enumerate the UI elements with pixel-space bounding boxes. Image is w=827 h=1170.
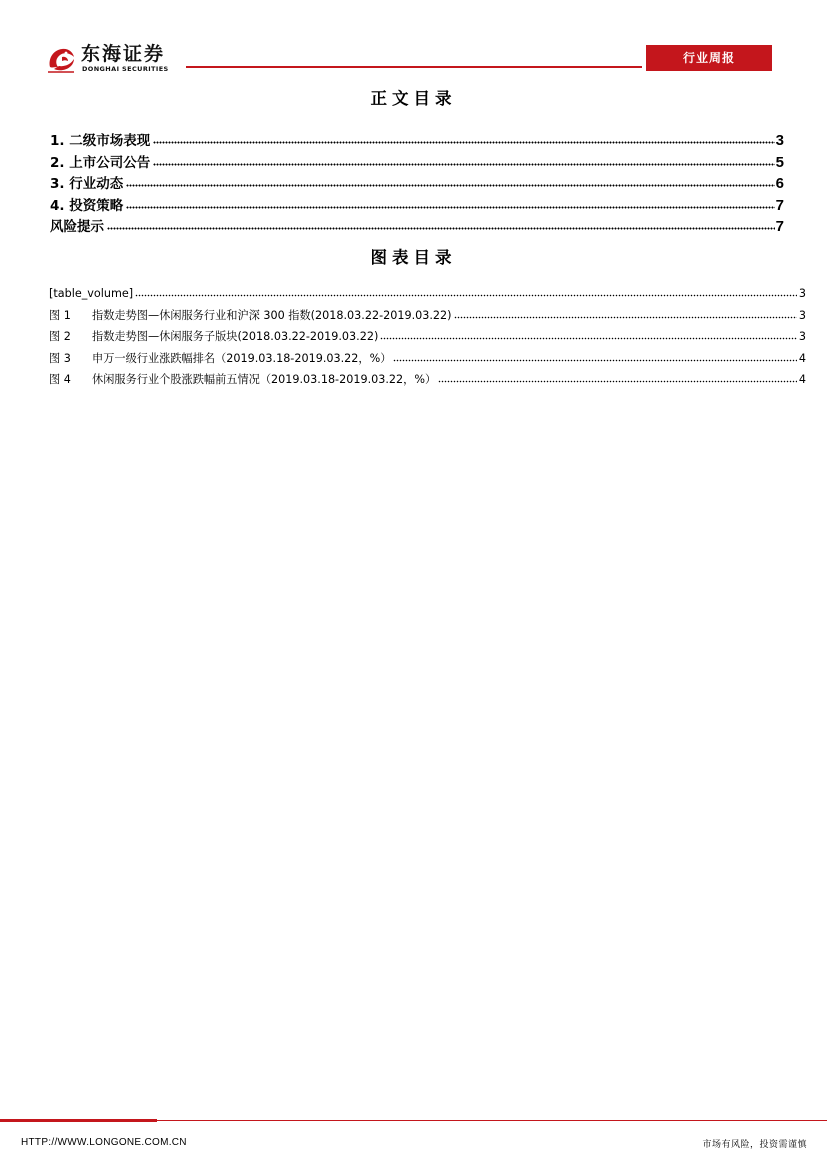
figure-entry-page: 3 [798,330,806,343]
toc-entry-page: 7 [775,218,784,235]
toc-entry-page: 5 [775,153,784,171]
dot-leader [126,174,774,188]
toc-entry[interactable] [50,195,784,217]
dot-leader [380,328,797,340]
figure-entry[interactable] [49,326,806,348]
toc-entry-label: 3. 行业动态 [50,176,124,192]
figure-number: 图 4 [49,373,71,386]
footer-accent-rule [0,1119,157,1122]
toc-entry-page: 6 [775,175,784,192]
figure-caption: [table_volume] [49,287,134,300]
figure-entry-page: 3 [798,308,806,322]
dot-leader [153,131,774,145]
footer-risk-note: 市场有风险，投资需谨慎 [702,1140,807,1150]
toc-list [50,130,784,238]
figure-entry[interactable] [49,283,806,305]
toc-entry[interactable] [50,130,784,152]
footer-url-link[interactable]: HTTP://WWW.LONGONE.COM.CN [21,1137,187,1148]
figure-caption: 申万一级行业涨跌幅排名（2019.03.18-2019.03.22，%） [92,351,392,365]
report-type-badge: 行业周报 [646,45,772,71]
toc-title: 正文目录 [370,89,457,108]
figure-number: 图 3 [49,351,71,365]
figure-number: 图 2 [49,330,71,343]
figure-caption: 指数走势图—休闲服务子版块(2018.03.22-2019.03.22) [92,330,379,343]
dragon-logo-icon [44,43,78,75]
figure-entry-page: 4 [798,373,806,386]
figure-entry[interactable] [49,369,806,391]
figures-toc-title: 图表目录 [370,248,457,267]
toc-entry[interactable] [50,173,784,195]
figure-entry[interactable] [49,305,806,327]
toc-entry-page: 3 [775,132,784,149]
toc-entry-page: 7 [775,196,784,214]
figure-number: 图 1 [49,308,71,322]
figure-entry-label [49,348,391,370]
dot-leader [153,153,774,167]
figure-entry-label [49,305,452,327]
toc-entry-label: 2. 上市公司公告 [50,154,151,171]
dot-leader [107,217,775,231]
dot-leader [126,196,774,210]
figures-list [49,283,806,391]
toc-entry-label: 4. 投资策略 [50,197,124,214]
figure-entry-label [49,283,133,305]
figure-entry-label [49,369,436,391]
dot-leader [454,307,797,319]
figure-entry-page: 4 [798,351,806,365]
toc-entry[interactable] [50,152,784,174]
figure-entry-label [49,326,378,348]
footer-divider [157,1120,827,1121]
figure-entry[interactable] [49,348,806,370]
toc-entry[interactable] [50,216,784,238]
toc-entry-label: 1. 二级市场表现 [50,133,151,149]
dot-leader [135,285,797,297]
dot-leader [393,350,796,362]
figure-caption: 指数走势图—休闲服务行业和沪深 300 指数(2018.03.22-2019.03.22) [92,308,452,322]
company-logo [44,43,194,75]
logo-english-name: DONGHAI SECURITIES [82,65,169,73]
header-divider [186,66,642,68]
dot-leader [438,371,797,383]
toc-entry-label: 风险提示 [50,219,104,235]
logo-chinese-name: 东海证券 [81,43,166,65]
figure-entry-page: 3 [798,287,806,300]
figure-caption: 休闲服务行业个股涨跌幅前五情况（2019.03.18-2019.03.22，%） [92,373,437,386]
